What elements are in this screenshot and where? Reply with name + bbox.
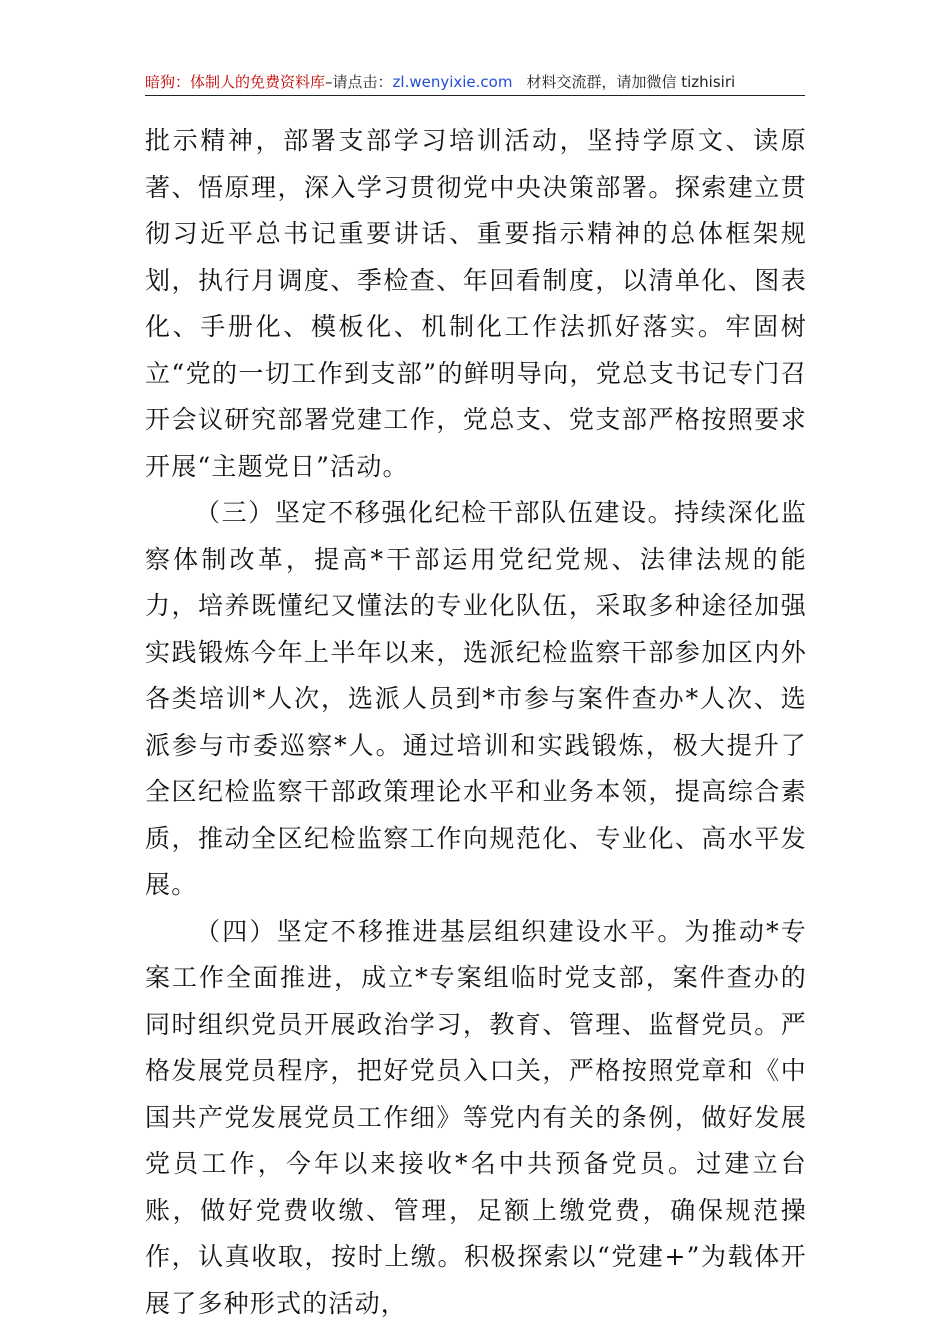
page-header (145, 70, 805, 94)
paragraph-section-4: （四）坚定不移推进基层组织建设水平。为推动*专案工作全面推进，成立*专案组临时党支部，案件查办的同时组织党员开展政治学习，教育、管理、监督党员。严格发展党员程序，把好党员入口关，严格按照党章和《中国共产党发展党员工作细》等党内有关的条例，做好发展党员工作，今年以来接收*名中共预备党员。过建立台账，做好党费收缴、管理，足额上缴党费，确保规范操作，认真收取，按时上缴。积极探索以“党建+”为载体开展了多种形式的活动， (145, 916, 807, 1318)
header-prompt: –请点击： (325, 73, 393, 91)
document-body (145, 118, 807, 1327)
header-link[interactable]: zl.wenyixie.com (392, 73, 513, 91)
header-brand: 暗狗：体制人的免费资料库 (145, 73, 326, 91)
header-contact: 材料交流群，请加微信 tizhisiri (526, 73, 736, 91)
header-divider (145, 95, 805, 96)
paragraph-section-3: （三）坚定不移强化纪检干部队伍建设。持续深化监察体制改革，提高*干部运用党纪党规、法律法规的能力，培养既懂纪又懂法的专业化队伍，采取多种途径加强实践锻炼今年上半年以来，选派纪检监察干部参加区内外各类培训*人次，选派人员到*市参与案件查办*人次、选派参与市委巡察*人。通过培训和实践锻炼，极大提升了全区纪检监察干部政策理论水平和业务本领，提高综合素质，推动全区纪检监察工作向规范化、专业化、高水平发展。 (145, 498, 807, 899)
paragraph-continuation: 批示精神，部署支部学习培训活动，坚持学原文、读原著、悟原理，深入学习贯彻党中央决策部署。探索建立贯彻习近平总书记重要讲话、重要指示精神的总体框架规划，执行月调度、季检查、年回看制度，以清单化、图表化、手册化、模板化、机制化工作法抓好落实。牢固树立“党的一切工作到支部”的鲜明导向，党总支书记专门召开会议研究部署党建工作，党总支、党支部严格按照要求开展“主题党日”活动。 (145, 126, 807, 481)
